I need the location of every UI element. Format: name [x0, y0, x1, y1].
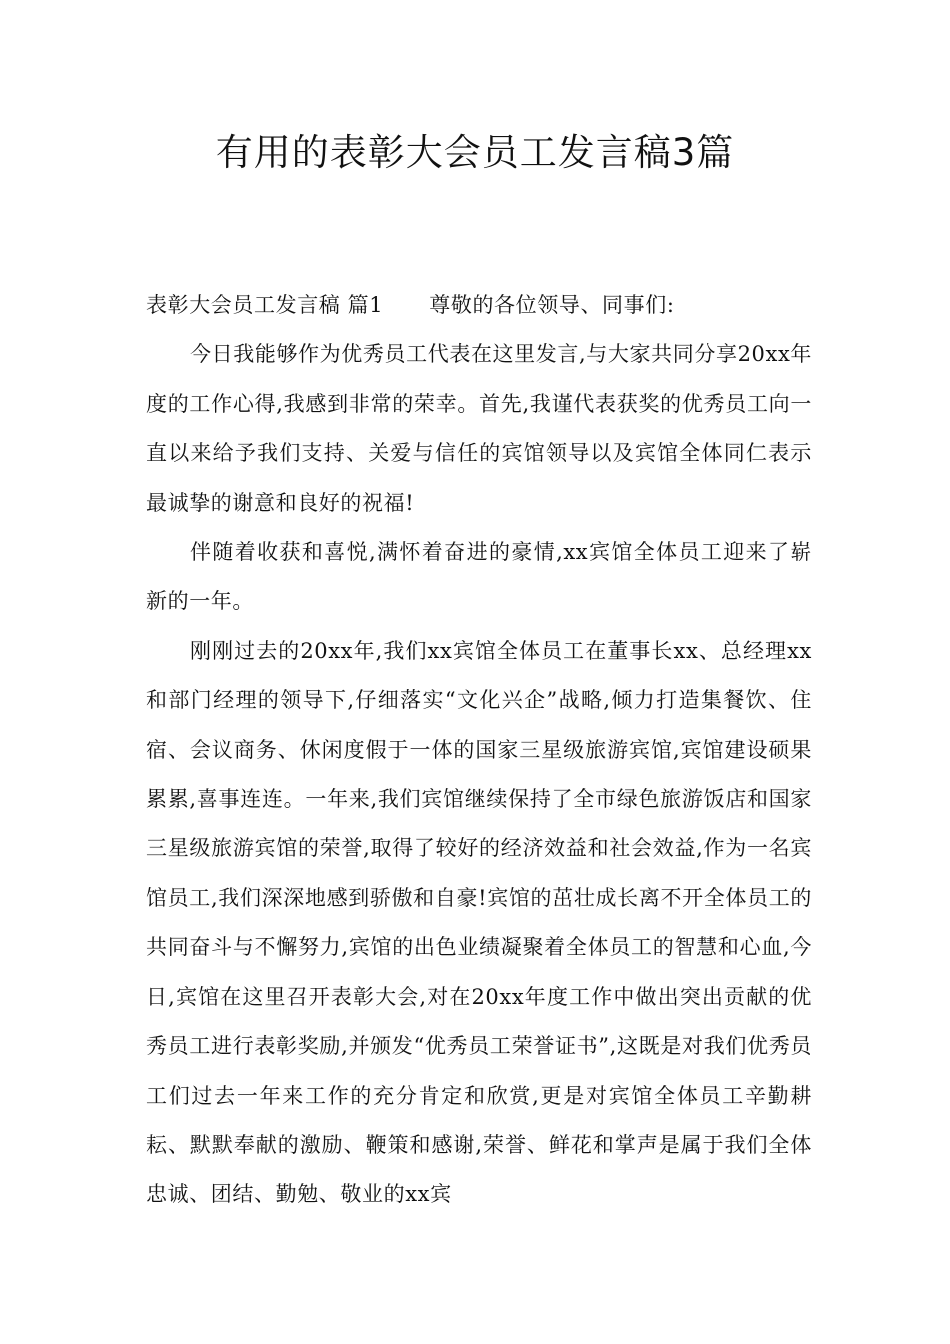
paragraph-1: 今日我能够作为优秀员工代表在这里发言,与大家共同分享20xx年度的工作心得,我感到非常的荣幸。首先,我谨代表获奖的优秀员工向一直以来给予我们支持、关爱与信任的宾馆领导以及宾馆全体同仁表示最诚挚的谢意和良好的祝福!: [146, 342, 812, 515]
greeting: 尊敬的各位领导、同事们:: [429, 293, 675, 317]
first-line: [146, 281, 812, 330]
paragraph-3: 刚刚过去的20xx年,我们xx宾馆全体员工在董事长xx、总经理xx和部门经理的领导下,仔细落实“文化兴企”战略,倾力打造集餐饮、住宿、会议商务、休闲度假于一体的国家三星级旅游宾馆,宾馆建设硕果累累,喜事连连。一年来,我们宾馆继续保持了全市绿色旅游饭店和国家三星级旅游宾馆的荣誉,取得了较好的经济效益和社会效益,作为一名宾馆员工,我们深深地感到骄傲和自豪!宾馆的茁壮成长离不开全体员工的共同奋斗与不懈努力,宾馆的出色业绩凝聚着全体员工的智慧和心血,今日,宾馆在这里召开表彰大会,对在20xx年度工作中做出突出贡献的优秀员工进行表彰奖励,并颁发“优秀员工荣誉证书”,这既是对我们优秀员工们过去一年来工作的充分肯定和欣赏,更是对宾馆全体员工辛勤耕耘、默默奉献的激励、鞭策和感谢,荣誉、鲜花和掌声是属于我们全体忠诚、团结、勤勉、敬业的xx宾: [146, 638, 812, 1207]
document-title: 有用的表彰大会员工发言稿3篇: [215, 131, 735, 174]
section-heading: 表彰大会员工发言稿 篇1: [146, 293, 384, 317]
paragraph-2: 伴随着收获和喜悦,满怀着奋进的豪情,xx宾馆全体员工迎来了崭新的一年。: [146, 540, 812, 614]
document-body: [146, 281, 812, 1220]
